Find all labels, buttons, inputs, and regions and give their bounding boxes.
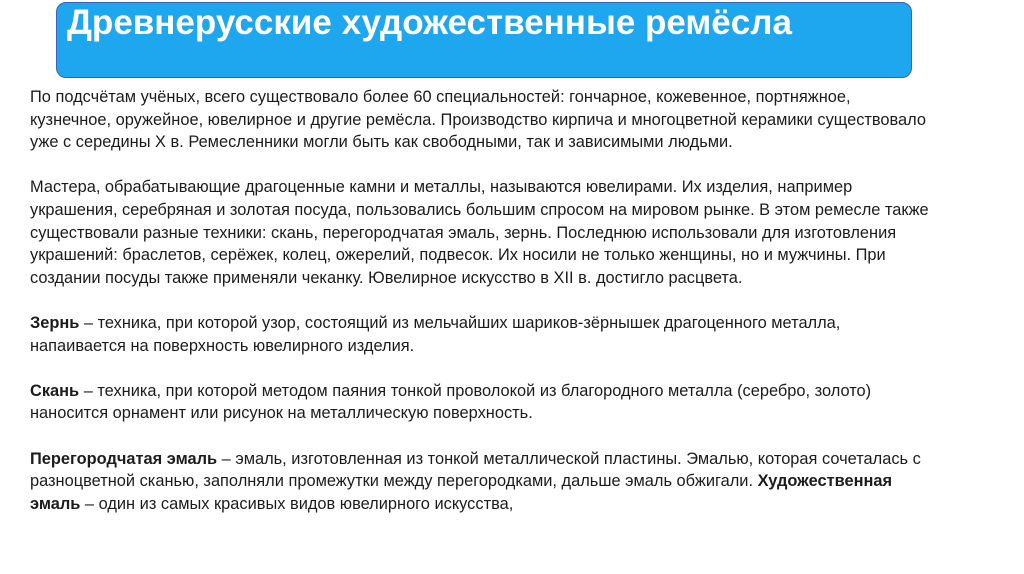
- paragraph-text: Мастера, обрабатывающие драгоценные камни и металлы, называются ювелирами. Их изделия, например украшения, серебряная и золотая посуда, пользовались большим спросом на мировом рынке. В этом ремесле также существовали разные техники: скань, перегородчатая эмаль, зернь. Последнюю использовали для изготовления украшений: браслетов, серёжек, колец, ожерелий, подвесок. Их носили не только женщины, но и мужчины. При создании посуды также применяли чеканку. Ювелирное искусство в XII в. достигло расцвета.: [30, 178, 929, 287]
- term-art-enamel: Художественная эмаль: [30, 472, 893, 513]
- paragraph-granulation: [30, 312, 930, 357]
- definition-art-enamel: – один из самых красивых видов ювелирного искусства,: [80, 494, 514, 513]
- definition-granulation: – техника, при которой узор, состоящий из мельчайших шариков-зёрнышек драгоценного металла, напаивается на поверхность ювелирного изделия.: [30, 313, 841, 355]
- slide-title: Древнерусские художественные ремёсла: [67, 3, 792, 42]
- definition-filigree: – техника, при которой методом паяния тонкой проволокой из благородного металла (серебро, золото) наносится орнамент или рисунок на металлическую поверхность.: [30, 381, 872, 423]
- paragraph-cloisonne: [30, 448, 930, 516]
- term-granulation: Зернь: [30, 313, 80, 332]
- term-filigree: Скань: [30, 381, 80, 400]
- slide-body: [30, 86, 930, 538]
- paragraph-text: По подсчётам учёных, всего существовало более 60 специальностей: гончарное, кожевенное, портняжное, кузнечное, оружейное, ювелирное и другие ремёсла. Производство кирпича и многоцветной керамики существовало уже с середины X в. Ремесленники могли быть как свободными, так и зависимыми людьми.: [30, 88, 927, 152]
- title-banner: [56, 2, 912, 78]
- definition-cloisonne: – эмаль, изготовленная из тонкой металлической пластины. Эмалью, которая сочеталась с разноцветной сканью, заполняли промежутки между перегородками, дальше эмаль обжигали.: [30, 449, 921, 491]
- term-cloisonne: Перегородчатая эмаль: [30, 449, 218, 468]
- paragraph-filigree: [30, 380, 930, 425]
- paragraph-jewelers: [30, 176, 930, 289]
- paragraph-crafts-overview: [30, 86, 930, 154]
